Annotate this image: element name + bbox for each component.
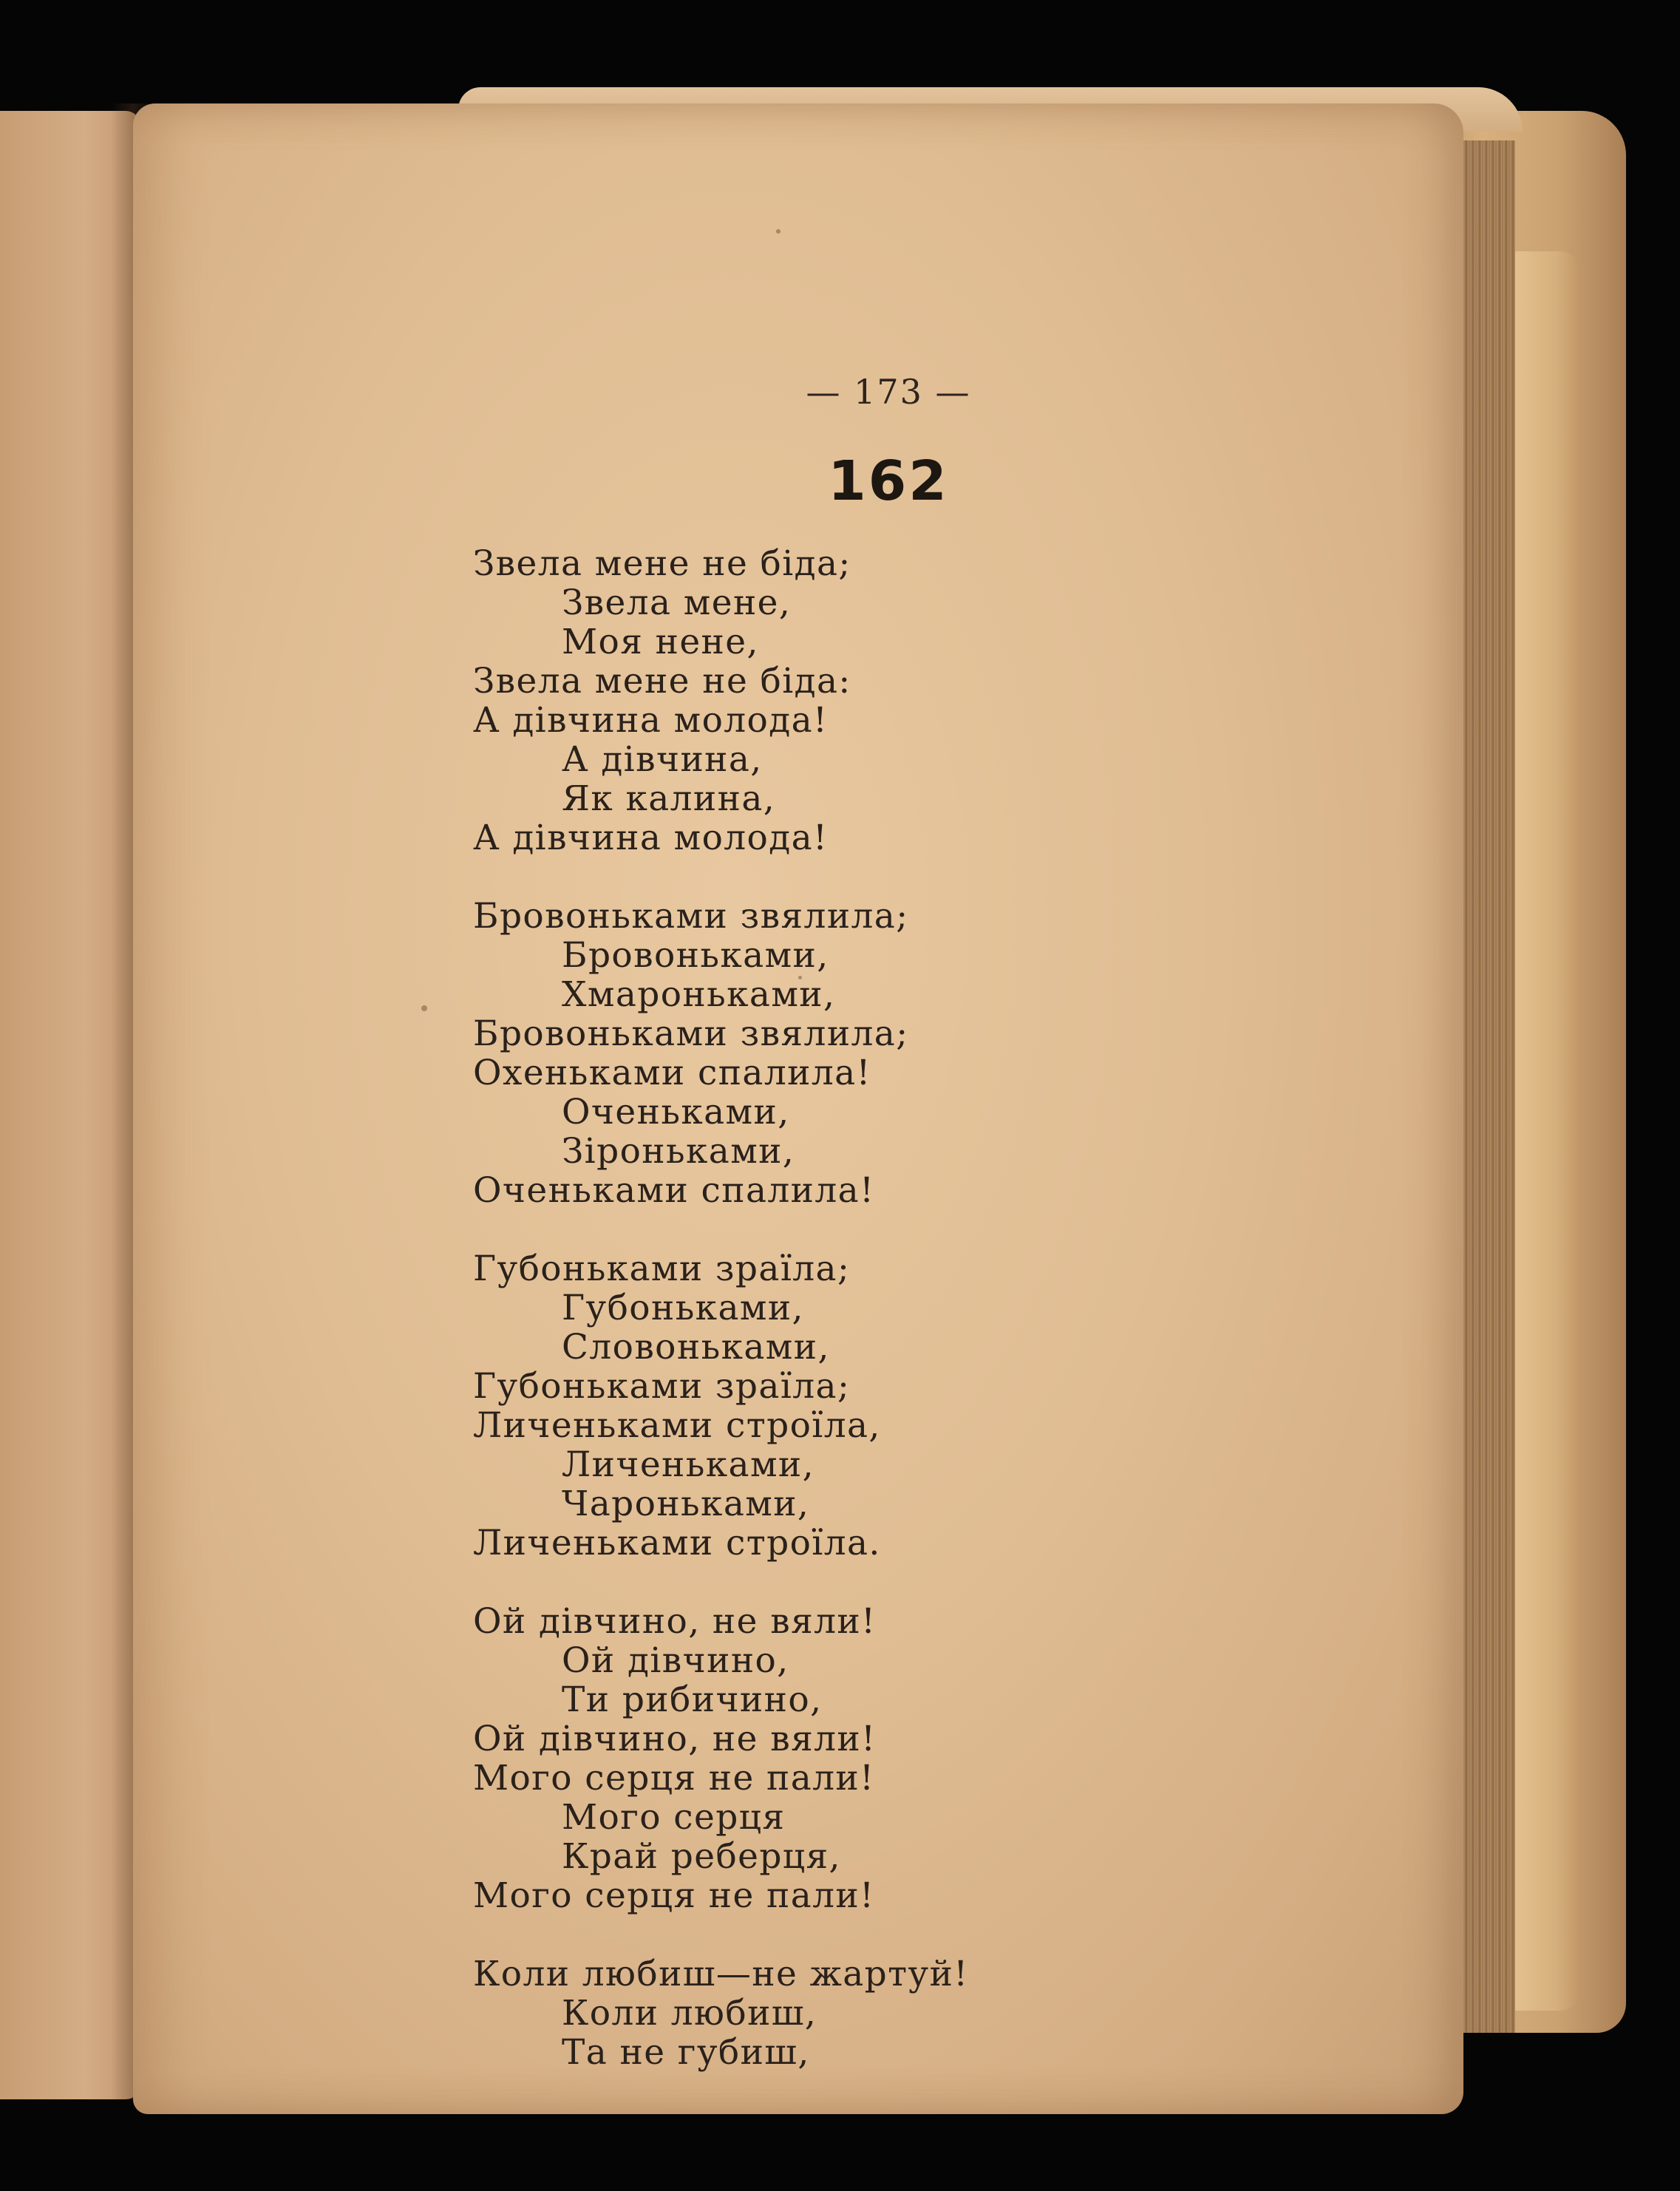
poem-line: Звела мене, — [562, 582, 792, 623]
poem-line: А дівчина молода! — [473, 700, 829, 741]
poem-line: Мого серця не пали! — [473, 1875, 875, 1916]
poem-line: Звела мене не біда; — [473, 543, 851, 584]
poem-line: Мого серця — [562, 1797, 786, 1838]
stanza — [473, 1249, 1434, 1563]
poem-line: Моя нене, — [562, 622, 759, 662]
poem-number: 162 — [828, 449, 949, 513]
poem-body — [473, 544, 1434, 2111]
page-stack-loose-sheet — [1515, 251, 1582, 2011]
poem-line: Охеньками спалила! — [473, 1053, 871, 1093]
poem-line: Коли любиш—не жартуй! — [473, 1954, 969, 1994]
poem-line: А дівчина, — [562, 739, 763, 780]
poem-line: Бровоньками, — [562, 935, 829, 976]
poem-line: Оченьками спалила! — [473, 1170, 875, 1211]
poem-line: Ой дівчино, — [562, 1640, 789, 1681]
poem-line: Хмароньками, — [562, 974, 836, 1015]
poem-line: Ой дівчино, не вяли! — [473, 1719, 877, 1759]
poem-line: Оченьками, — [562, 1092, 790, 1132]
poem-line: Губоньками зраїла; — [473, 1249, 851, 1289]
stanza — [473, 1602, 1434, 1915]
poem-line: Бровоньками звялила; — [473, 896, 909, 937]
stanza — [473, 544, 1434, 857]
poem-line: Ой дівчино, не вяли! — [473, 1601, 877, 1642]
poem-line: Личеньками, — [562, 1444, 815, 1485]
stanza — [473, 1954, 1434, 2072]
book-page — [133, 103, 1463, 2114]
poem-line: Чароньками, — [562, 1484, 810, 1524]
poem-line: Губоньками зраїла; — [473, 1366, 851, 1407]
poem-line: Личеньками строїла. — [473, 1523, 881, 1563]
poem-line: Як калина, — [562, 778, 776, 819]
poem-line: Губоньками, — [562, 1288, 804, 1328]
poem-line: Та не губиш, — [562, 2032, 810, 2073]
poem-line: Мого серця не пали! — [473, 1758, 875, 1798]
poem-line: Ти рибичино, — [562, 1679, 823, 1720]
poem-line: Коли любиш, — [562, 1993, 817, 2034]
poem-line: Край реберця, — [562, 1836, 841, 1877]
poem-line: Зіроньками, — [562, 1131, 795, 1172]
poem-line: Бровоньками звялила; — [473, 1013, 909, 1054]
page-text — [133, 103, 1463, 2114]
poem-line: А дівчина молода! — [473, 818, 829, 858]
stanza — [473, 897, 1434, 1210]
poem-line: Словоньками, — [562, 1327, 830, 1368]
poem-line: Звела мене не біда: — [473, 661, 851, 702]
poem-line: Личеньками строїла, — [473, 1405, 881, 1446]
page-number: — 173 — — [806, 372, 971, 412]
